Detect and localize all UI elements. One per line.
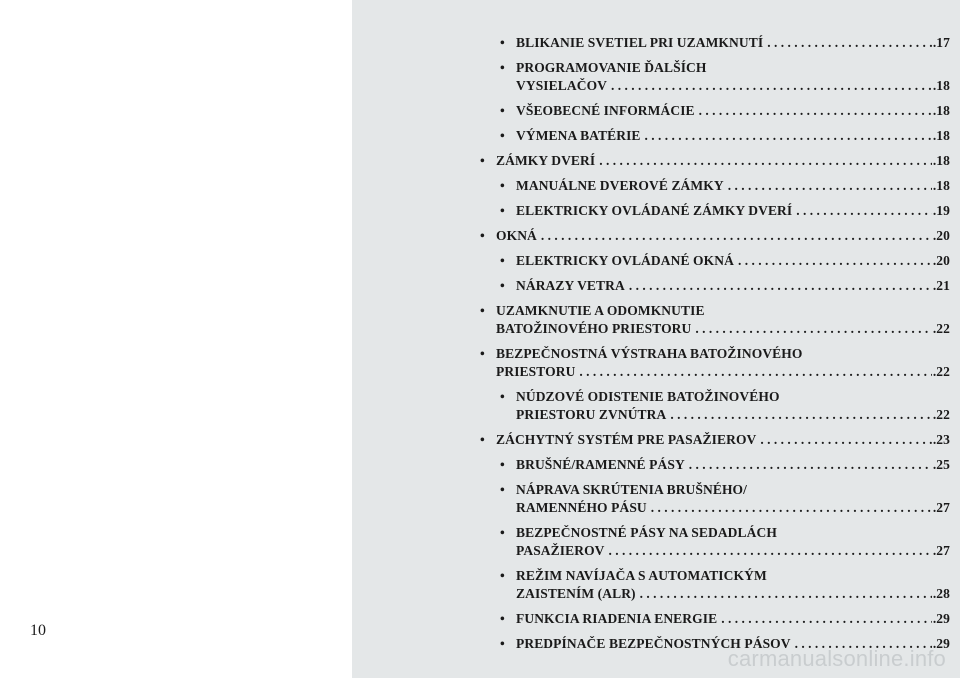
toc-entry-title-line: NÚDZOVÉ ODISTENIE BATOŽINOVÉHO [516,389,780,404]
toc-entry-title-line: REŽIM NAVÍJAČA S AUTOMATICKÝM [516,568,767,583]
toc-entry-row [516,456,950,474]
toc-entry-row [496,363,950,381]
toc-entry-row [516,499,950,517]
bullet-icon: • [480,228,485,243]
bullet-icon: • [500,389,505,404]
toc-page-number: .22 [932,407,950,422]
toc-entry-row [516,202,950,220]
toc-entry-title-line: VŠEOBECNÉ INFORMÁCIE [516,103,695,118]
toc-page-number: .23 [932,432,950,447]
toc-entry-title-line: PASAŽIEROV [516,543,605,558]
toc-entry-title-line: ELEKTRICKY OVLÁDANÉ OKNÁ [516,253,734,268]
toc-page-number: .20 [932,253,950,268]
toc-entry-row [496,152,950,170]
toc-page-number: .22 [932,364,950,379]
toc-entry-row [496,431,950,449]
bullet-icon: • [500,35,505,50]
toc-entry-row [516,277,950,295]
toc-entry[interactable] [480,152,950,170]
toc-entry[interactable] [500,252,950,270]
watermark: carmanualsonline.info [727,646,946,671]
right-page [352,0,960,678]
toc-entry-title-line: NÁPRAVA SKRÚTENIA BRUŠNÉHO/ [516,482,748,497]
toc-page-number: .18 [932,153,950,168]
toc-entry-title-line: UZAMKNUTIE A ODOMKNUTIE [496,303,705,318]
dot-leader [792,202,932,220]
toc-entry-row [496,227,950,245]
dot-leader [595,152,932,170]
toc-entry-title-line: PRIESTORU ZVNÚTRA [516,407,667,422]
toc-entry-title-line: PREDPÍNAČE BEZPEČNOSTNÝCH PÁSOV [516,636,791,651]
toc-entry-title-line: PRIESTORU [496,364,576,379]
toc-entry-row [516,406,950,424]
dot-leader [537,227,932,245]
bullet-icon: • [500,253,505,268]
toc-page-number: .19 [932,203,950,218]
toc-entry-title-line: BATOŽINOVÉHO PRIESTORU [496,321,692,336]
toc-entry[interactable] [500,177,950,195]
dot-leader [605,542,932,560]
toc-entry-title-line: ZÁCHYTNÝ SYSTÉM PRE PASAŽIEROV [496,432,757,447]
bullet-icon: • [500,103,505,118]
bullet-icon: • [480,432,485,447]
bullet-icon: • [480,346,485,361]
toc-entry-row [516,102,950,120]
dot-leader [641,127,932,145]
toc-entry[interactable] [500,202,950,220]
dot-leader [685,456,932,474]
toc-page-number: .27 [932,500,950,515]
toc-page-number: .18 [932,103,950,118]
toc-entry-title-line: RAMENNÉHO PÁSU [516,500,647,515]
toc-entry[interactable] [500,127,950,145]
bullet-icon: • [500,278,505,293]
bullet-icon: • [500,128,505,143]
dot-leader [647,499,932,517]
toc-page-number: .18 [932,78,950,93]
toc-page-number: .18 [932,178,950,193]
dot-leader [734,252,932,270]
toc-entry[interactable] [480,302,950,338]
toc-entry-title-line: BEZPEČNOSTNÁ VÝSTRAHA BATOŽINOVÉHO [496,346,803,361]
toc-entry-title-line: ZÁMKY DVERÍ [496,153,596,168]
toc-entry-row [516,34,950,52]
toc-page-number: .25 [932,457,950,472]
toc-entry-title-line: ZAISTENÍM (ALR) [516,586,636,601]
bullet-icon: • [500,636,505,651]
dot-leader [691,320,931,338]
toc-entry-row [516,585,950,603]
toc-page-number: .20 [932,228,950,243]
bullet-icon: • [500,457,505,472]
bullet-icon: • [500,482,505,497]
bullet-icon: • [500,611,505,626]
toc-entry[interactable] [500,34,950,52]
dot-leader [756,431,931,449]
toc-entry-row [516,252,950,270]
toc-page-number: .22 [932,321,950,336]
dot-leader [575,363,931,381]
toc-page-number: .17 [932,35,950,50]
bullet-icon: • [480,153,485,168]
toc-entry[interactable] [500,388,950,424]
bullet-icon: • [500,568,505,583]
toc-entry[interactable] [500,481,950,517]
toc-page-number: .28 [932,586,950,601]
toc-entry-title-line: MANUÁLNE DVEROVÉ ZÁMKY [516,178,724,193]
dot-leader [717,610,932,628]
toc-page-number: .29 [932,611,950,626]
page-number: 10 [30,622,46,639]
toc-entry[interactable] [480,345,950,381]
dot-leader [695,102,932,120]
toc-page-number: .27 [932,543,950,558]
toc-entry[interactable] [500,610,950,628]
toc-entry-title-line: VÝMENA BATÉRIE [516,128,641,143]
toc-entry-row [516,127,950,145]
dot-leader [625,277,932,295]
toc-entry-title-line: ELEKTRICKY OVLÁDANÉ ZÁMKY DVERÍ [516,203,793,218]
dot-leader [666,406,931,424]
bullet-icon: • [500,178,505,193]
toc-entry-row [516,610,950,628]
toc-entry[interactable] [500,524,950,560]
toc-entry-row [516,77,950,95]
toc-entry-title-line: BRUŠNÉ/RAMENNÉ PÁSY [516,457,685,472]
dot-leader [607,77,932,95]
toc-entry-row [496,320,950,338]
dot-leader [724,177,932,195]
dot-leader [763,34,932,52]
toc-page-number: .29 [932,636,950,651]
toc-entry-title-line: BEZPEČNOSTNÉ PÁSY NA SEDADLÁCH [516,525,777,540]
bullet-icon: • [500,203,505,218]
toc-entry-title-line: FUNKCIA RIADENIA ENERGIE [516,611,718,626]
toc-entry[interactable] [500,102,950,120]
toc-entry-title-line: VYSIELAČOV [516,78,608,93]
toc-page-number: .18 [932,128,950,143]
toc-entry-title-line: PROGRAMOVANIE ĎALŠÍCH [516,60,707,75]
bullet-icon: • [480,303,485,318]
toc-entry[interactable] [480,431,950,449]
dot-leader [636,585,932,603]
toc-page-number: .21 [932,278,950,293]
table-of-contents [480,34,950,660]
toc-entry[interactable] [500,59,950,95]
toc-entry[interactable] [500,456,950,474]
toc-entry[interactable] [500,567,950,603]
bullet-icon: • [500,525,505,540]
toc-entry-title-line: OKNÁ [496,228,537,243]
toc-entry-row [516,542,950,560]
toc-entry-title-line: NÁRAZY VETRA [516,278,625,293]
bullet-icon: • [500,60,505,75]
left-page [0,0,352,678]
toc-entry[interactable] [500,277,950,295]
toc-entry-row [516,177,950,195]
toc-entry[interactable] [480,227,950,245]
toc-entry-title-line: BLIKANIE SVETIEL PRI UZAMKNUTÍ [516,35,764,50]
